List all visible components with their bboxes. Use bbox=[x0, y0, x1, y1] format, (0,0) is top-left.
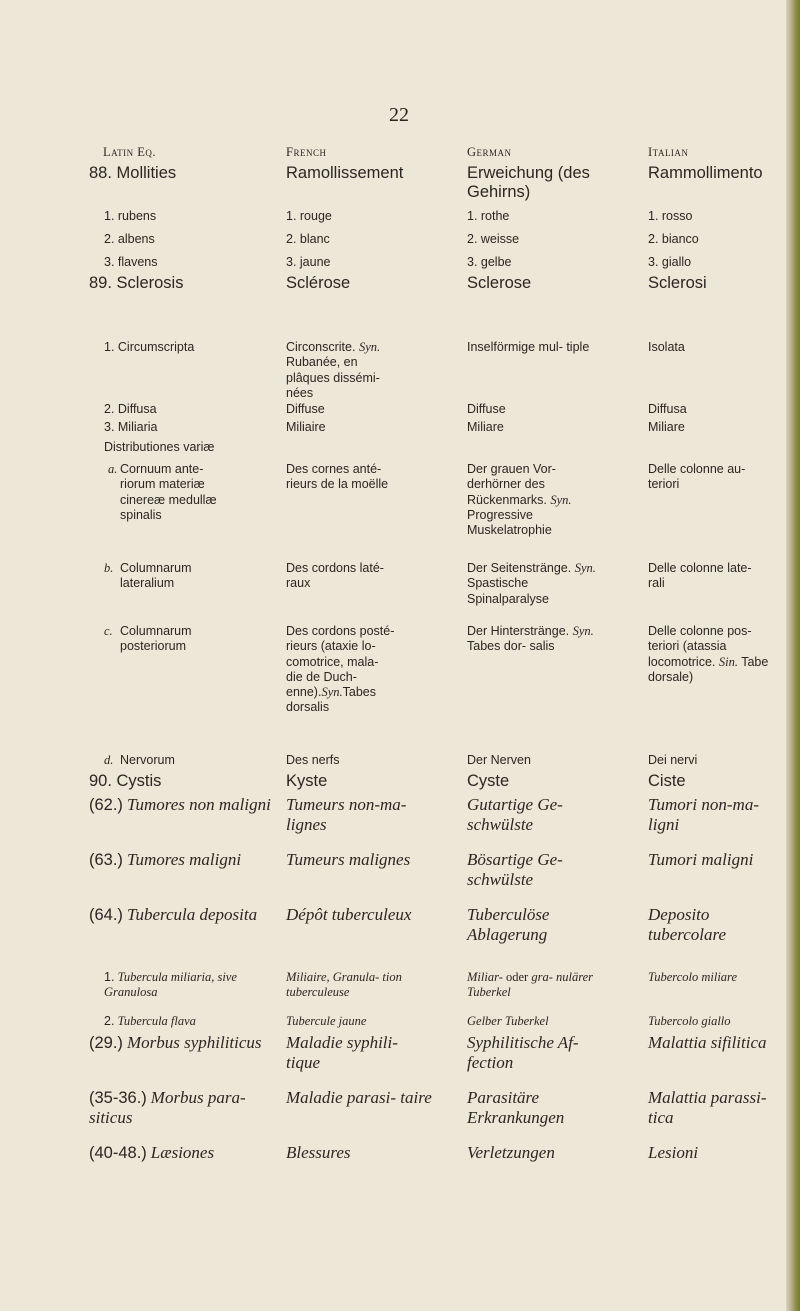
french-term: Des cordons laté- raux bbox=[286, 561, 384, 591]
latin-term: 89. Sclerosis bbox=[89, 274, 184, 292]
french-term: Des cordons posté- rieurs (ataxie lo- comotrice, mala- die de Duch- enne).Syn.Tabes dorsalis bbox=[286, 624, 395, 715]
italian-term: Lesioni bbox=[648, 1143, 699, 1162]
german-term: Tuberculöse Ablagerung bbox=[467, 905, 550, 944]
italian-term: Delle colonne au- teriori bbox=[648, 462, 746, 492]
french-term: 3. jaune bbox=[286, 255, 331, 269]
french-term: Maladie parasi- taire bbox=[286, 1088, 432, 1107]
italian-term: Tumori non-ma- ligni bbox=[648, 795, 759, 834]
german-term: Diffuse bbox=[467, 402, 506, 416]
header-french: French bbox=[286, 145, 327, 159]
german-term: Der Nerven bbox=[467, 753, 531, 767]
french-term: Des cornes anté- rieurs de la moëlle bbox=[286, 462, 389, 492]
italian-term: Ciste bbox=[648, 772, 686, 790]
latin-term: 88. Mollities bbox=[89, 164, 177, 182]
header-latin: Latin Eq. bbox=[103, 145, 157, 159]
latin-term: Distributiones variæ bbox=[104, 440, 215, 454]
german-term: Cyste bbox=[467, 772, 510, 790]
latin-term: (29.) Morbus syphiliticus bbox=[89, 1033, 262, 1052]
italian-term: Dei nervi bbox=[648, 753, 698, 767]
item-letter: a. bbox=[108, 462, 118, 476]
french-term: Circonscrite. Syn. Rubanée, en plâques dissémi- nées bbox=[286, 340, 381, 400]
latin-term: 90. Cystis bbox=[89, 772, 162, 790]
french-term: 2. blanc bbox=[286, 232, 330, 246]
latin-term: (62.) Tumores non maligni bbox=[89, 795, 271, 814]
french-term: Miliaire bbox=[286, 420, 326, 434]
latin-term: 3. Miliaria bbox=[104, 420, 158, 434]
italian-term: Rammollimento bbox=[648, 164, 763, 182]
italian-term: Malattia parassi- tica bbox=[648, 1088, 767, 1127]
italian-term: Malattia sifilitica bbox=[648, 1033, 767, 1052]
page-number: 22 bbox=[389, 104, 409, 126]
german-term: Bösartige Ge- schwülste bbox=[467, 850, 563, 889]
german-term: Der grauen Vor- derhörner des Rückenmarks. Syn. Progressive Muskelatrophie bbox=[467, 462, 572, 537]
italian-term: Deposito tubercolare bbox=[648, 905, 727, 944]
italian-term: Delle colonne late- rali bbox=[648, 561, 752, 591]
latin-term: Columnarum posteriorum bbox=[120, 624, 192, 654]
german-term: 3. gelbe bbox=[467, 255, 512, 269]
german-term: Gutartige Ge- schwülste bbox=[467, 795, 563, 834]
latin-term: (40-48.) Læsiones bbox=[89, 1143, 215, 1162]
german-term: Der Seitenstränge. Syn. Spastische Spinalparalyse bbox=[467, 561, 596, 606]
italian-term: Miliare bbox=[648, 420, 685, 434]
italian-term: Tumori maligni bbox=[648, 850, 754, 869]
item-letter: d. bbox=[104, 753, 114, 767]
french-term: Diffuse bbox=[286, 402, 325, 416]
french-term: Tumeurs non-ma- lignes bbox=[286, 795, 407, 834]
german-term: Verletzungen bbox=[467, 1143, 555, 1162]
german-term: Miliar- oder gra- nulärer Tuberkel bbox=[467, 970, 594, 1000]
latin-term: (35-36.) Morbus para- siticus bbox=[89, 1088, 246, 1128]
italian-term: Isolata bbox=[648, 340, 685, 354]
french-term: Miliaire, Granula- tion tuberculeuse bbox=[286, 970, 402, 1000]
header-german: German bbox=[467, 145, 512, 159]
french-term: 1. rouge bbox=[286, 209, 332, 223]
german-term: 1. rothe bbox=[467, 209, 510, 223]
italian-term: 2. bianco bbox=[648, 232, 699, 246]
latin-term: (63.) Tumores maligni bbox=[89, 850, 242, 869]
german-term: Inselförmige mul- tiple bbox=[467, 340, 590, 354]
page-edge bbox=[786, 0, 800, 1311]
french-term: Maladie syphili- tique bbox=[286, 1033, 398, 1072]
german-term: Der Hinterstränge. Syn. Tabes dor- salis bbox=[467, 624, 594, 654]
french-term: Tubercule jaune bbox=[286, 1014, 367, 1028]
german-term: Parasitäre Erkrankungen bbox=[467, 1088, 565, 1127]
latin-term: 1. rubens bbox=[104, 209, 157, 223]
latin-term: 2. albens bbox=[104, 232, 155, 246]
french-term: Des nerfs bbox=[286, 753, 340, 767]
latin-term: Nervorum bbox=[120, 753, 175, 767]
german-term: Gelber Tuberkel bbox=[467, 1014, 549, 1028]
latin-term: Columnarum lateralium bbox=[120, 561, 192, 591]
latin-term: 2. Tubercula flava bbox=[104, 1014, 196, 1028]
french-term: Sclérose bbox=[286, 274, 351, 292]
german-term: 2. weisse bbox=[467, 232, 520, 246]
italian-term: Diffusa bbox=[648, 402, 687, 416]
german-term: Syphilitische Af- fection bbox=[467, 1033, 579, 1072]
german-term: Erweichung (des Gehirns) bbox=[467, 164, 590, 201]
latin-term: 1. Tubercula miliaria, sive Granulosa bbox=[104, 970, 237, 1000]
french-term: Dépôt tuberculeux bbox=[286, 905, 412, 924]
latin-term: 3. flavens bbox=[104, 255, 158, 269]
italian-term: Sclerosi bbox=[648, 274, 707, 292]
italian-term: Tubercolo giallo bbox=[648, 1014, 731, 1028]
header-italian: Italian bbox=[648, 145, 689, 159]
item-letter: c. bbox=[104, 624, 113, 638]
french-term: Tumeurs malignes bbox=[286, 850, 411, 869]
italian-term: 3. giallo bbox=[648, 255, 692, 269]
german-term: Miliare bbox=[467, 420, 504, 434]
italian-term: 1. rosso bbox=[648, 209, 693, 223]
italian-term: Tubercolo miliare bbox=[648, 970, 738, 984]
german-term: Sclerose bbox=[467, 274, 532, 292]
latin-term: (64.) Tubercula deposita bbox=[89, 905, 258, 924]
latin-term: 2. Diffusa bbox=[104, 402, 157, 416]
french-term: Blessures bbox=[286, 1143, 351, 1162]
italian-term: Delle colonne pos- teriori (atassia locomotrice. Sin. Tabe dorsale) bbox=[648, 624, 769, 684]
french-term: Ramollissement bbox=[286, 164, 404, 182]
french-term: Kyste bbox=[286, 772, 328, 790]
item-letter: b. bbox=[104, 561, 114, 575]
latin-term: Cornuum ante- riorum materiæ cinereæ medullæ spinalis bbox=[120, 462, 217, 522]
latin-term: 1. Circumscripta bbox=[104, 340, 195, 354]
